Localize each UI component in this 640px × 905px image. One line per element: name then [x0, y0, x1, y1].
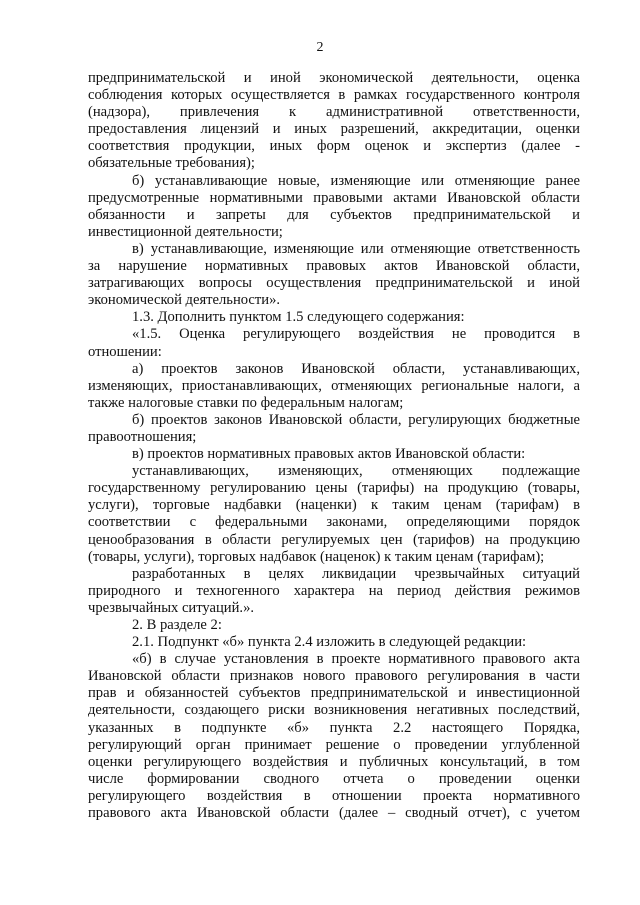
body-line: (товары, услуги), торговых надбавок (наценок) к таким ценам (тарифам); — [88, 548, 545, 565]
body-line: за нарушение нормативных правовых актов Ивановской области, — [88, 258, 580, 275]
body-line: обязательные требования); — [88, 155, 255, 172]
body-line: природного и техногенного характера на период действия режимов — [88, 582, 580, 599]
body-line: государственному регулированию цены (тарифы) на продукцию (товары, — [88, 480, 580, 497]
body-line: «б) в случае установления в проекте нормативного правового акта — [132, 651, 580, 668]
body-line: также налоговые ставки по федеральным налогам; — [88, 394, 404, 411]
body-line: «1.5. Оценка регулирующего воздействия не проводится в — [132, 326, 580, 343]
body-line: 2.1. Подпункт «б» пункта 2.4 изложить в следующей редакции: — [132, 634, 527, 651]
body-line: изменяющих, приостанавливающих, отменяющих региональные налоги, а — [88, 377, 580, 394]
body-line: регулирующего воздействия в отношении проекта нормативного — [88, 787, 580, 804]
body-line: услуги), торговые надбавки (наценки) к таким ценам (тарифам) в — [88, 497, 580, 514]
document-body — [88, 70, 580, 822]
body-line: числе формировании сводного отчета о проведении оценки — [88, 770, 580, 787]
body-line: чрезвычайных ситуаций.». — [88, 599, 255, 616]
body-line: правового акта Ивановской области (далее – сводный отчет), с учетом — [88, 805, 580, 822]
body-line: предпринимательской и иной экономической деятельности, оценка — [88, 70, 580, 86]
body-line: Ивановской области признаков нового правового регулирования в части — [88, 668, 580, 685]
page-number: 2 — [316, 40, 324, 55]
body-line: деятельности, создающего риски возникновения негативных последствий, — [88, 702, 580, 719]
body-line: соответствия продукции, иных форм оценок и экспертиз (далее - — [88, 138, 580, 155]
body-line: (надзора), привлечения к административной ответственности, — [88, 104, 580, 121]
body-line: устанавливающих, изменяющих, отменяющих подлежащие — [132, 463, 580, 480]
body-line: в) устанавливающие, изменяющие или отменяющие ответственность — [132, 240, 580, 257]
body-line: а) проектов законов Ивановской области, устанавливающих, — [132, 360, 580, 377]
body-line: правоотношения; — [88, 428, 197, 445]
body-line: указанных в подпункте «б» пункта 2.2 настоящего Порядка, — [88, 719, 580, 736]
body-line: предоставления лицензий и иных разрешений, аккредитации, оценки — [88, 121, 580, 138]
body-line: соответствии с федеральными законами, определяющими порядок — [88, 514, 580, 531]
body-line: обязанности и запреты для субъектов предпринимательской и — [88, 206, 580, 223]
body-line: б) проектов законов Ивановской области, регулирующих бюджетные — [132, 411, 580, 428]
body-line: ценообразования в области регулируемых цен (тарифов) на продукцию — [88, 531, 580, 548]
body-line: отношении: — [88, 343, 162, 360]
body-line: затрагивающих вопросы осуществления предпринимательской и иной — [88, 275, 580, 292]
body-line: предусмотренные нормативными правовыми актами Ивановской области — [88, 189, 580, 206]
body-line: экономической деятельности». — [88, 292, 281, 309]
body-line: инвестиционной деятельности; — [88, 223, 283, 240]
body-line: оценки регулирующего воздействия и публичных консультаций, в том — [88, 753, 580, 770]
body-line: 1.3. Дополнить пунктом 1.5 следующего содержания: — [132, 309, 465, 326]
body-line: прав и обязанностей субъектов предпринимательской и инвестиционной — [88, 685, 580, 702]
body-line: 2. В разделе 2: — [132, 617, 222, 633]
body-line: б) устанавливающие новые, изменяющие или отменяющие ранее — [132, 172, 580, 189]
body-line: соблюдения которых осуществляется в рамках государственного контроля — [88, 87, 580, 104]
body-line: разработанных в целях ликвидации чрезвычайных ситуаций — [132, 565, 580, 582]
body-line: регулирующий орган принимает решение о проведении углубленной — [88, 736, 580, 753]
body-line: в) проектов нормативных правовых актов Ивановской области: — [132, 446, 526, 463]
